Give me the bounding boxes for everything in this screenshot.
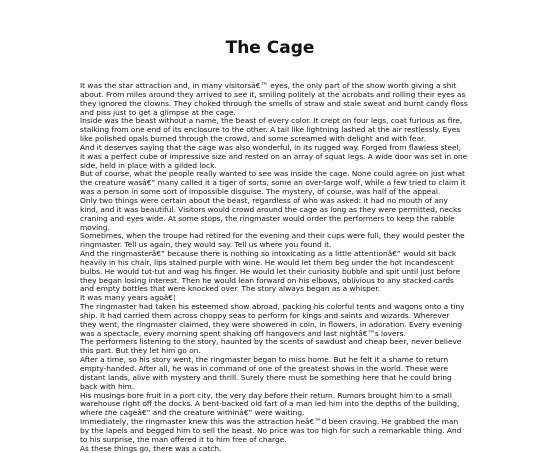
paragraph: It was the star attraction and, in many visitorsâ€™ eyes, the only part of the show worth giving a shit about. From miles around they arrived to see it, smiling politely at the acrobats and rolling their eyes as they ignored the clowns. They choked through the smells of straw and stale sweat and burnt candy floss and piss just to get a glimpse at the cage.: [80, 81, 468, 117]
paragraph: It was many years agoâ€¦: [80, 293, 176, 303]
paragraph: But of course, what the people really wanted to see was inside the cage. None could agree on just what the creature wasâ€” many called it a tiger of sorts, some an over-large wolf, while a few tried to claim it was a person in some sort of impossible disguise. The mystery, of course, was half of the appeal.: [80, 169, 466, 197]
page-title: The Cage: [225, 38, 315, 58]
paragraph: After a time, so his story went, the ringmaster began to miss home. But he felt it a shame to return empty-handed. After all, he was in command of one of the greatest shows in the world. These were distant lands, alive with mystery and thrill. Surely there must be something here that he could bring back with him.: [80, 355, 452, 391]
paragraph: The ringmaster had taken his esteemed show abroad, packing his colorful tents and wagons onto a tiny ship. It had carried them across choppy seas to perform for kings and saints and wizards. Wherever they went, the ringmaster claimed, they were showered in coin, in flowers, in adoration. Every evening was a spectacle, every morning spent shaking off hangovers and last nightâ€™s lovers.: [80, 302, 465, 338]
paragraph: Inside was the beast without a name, the beast of every color. It crept on four legs, coat furious as fire, stalking from one end of its enclosure to the other. A tail like lightning lashed at the air restlessly. Eyes like polished opals burned through the crowd, and some screamed with delight and with fear.: [80, 116, 463, 144]
paragraph: And the ringmasterâ€” because there is nothing so intoxicating as a little attentionâ€” would sit back heavily in his chair, lips stained purple with wine. He would let them beg under the hot incandescent bulbs. He would tut-tut and wag his finger. He would let their curiosity bubble and spit until just before they began losing interest. Then he would lean forward on his elbows, oblivious to any stacked cards and empty bottles that were knocked over. The story always began as a whisper.: [80, 249, 461, 294]
paragraph: The performers listening to the story, haunted by the scents of sawdust and cheap beer, never believe this part. But they let him go on.: [80, 337, 462, 356]
story-body: [80, 82, 468, 453]
paragraph: And it deserves saying that the cage was also wonderful, in its rugged way. Forged from flawless steel, it was a perfect cube of impressive size and rested on an array of squat legs. A wide door was set in one side, held in place with a gilded lock.: [80, 142, 468, 170]
paragraph: His musings bore fruit in a port city, the very day before their return. Rumors brought him to a small warehouse right off the docks. A bent-backed old fart of a man led him into the depths of the building, where the cageâ€” and the creature withinâ€” were waiting.: [80, 390, 460, 418]
paragraph: Only two things were certain about the beast, regardless of who was asked: it had no mouth of any kind, and it was beautiful. Visitors would crowd around the cage as long as they were permitted, necks craning and eyes wide. At some stops, the ringmaster would order the performers to keep the rabble moving.: [80, 195, 462, 232]
paragraph: Immediately, the ringmaster knew this was the attraction heâ€™d been craving. He grabbed the man by the lapels and begged him to sell the beast. No price was too high for such a remarkable thing. And to his surprise, the man offered it to him free of charge.: [80, 417, 462, 444]
paragraph: Sometimes, when the troupe had retired for the evening and their cups were full, they would pester the ringmaster. Tell us again, they would say. Tell us where you found it.: [80, 231, 465, 250]
paragraph: As these things go, there was a catch.: [80, 443, 222, 453]
